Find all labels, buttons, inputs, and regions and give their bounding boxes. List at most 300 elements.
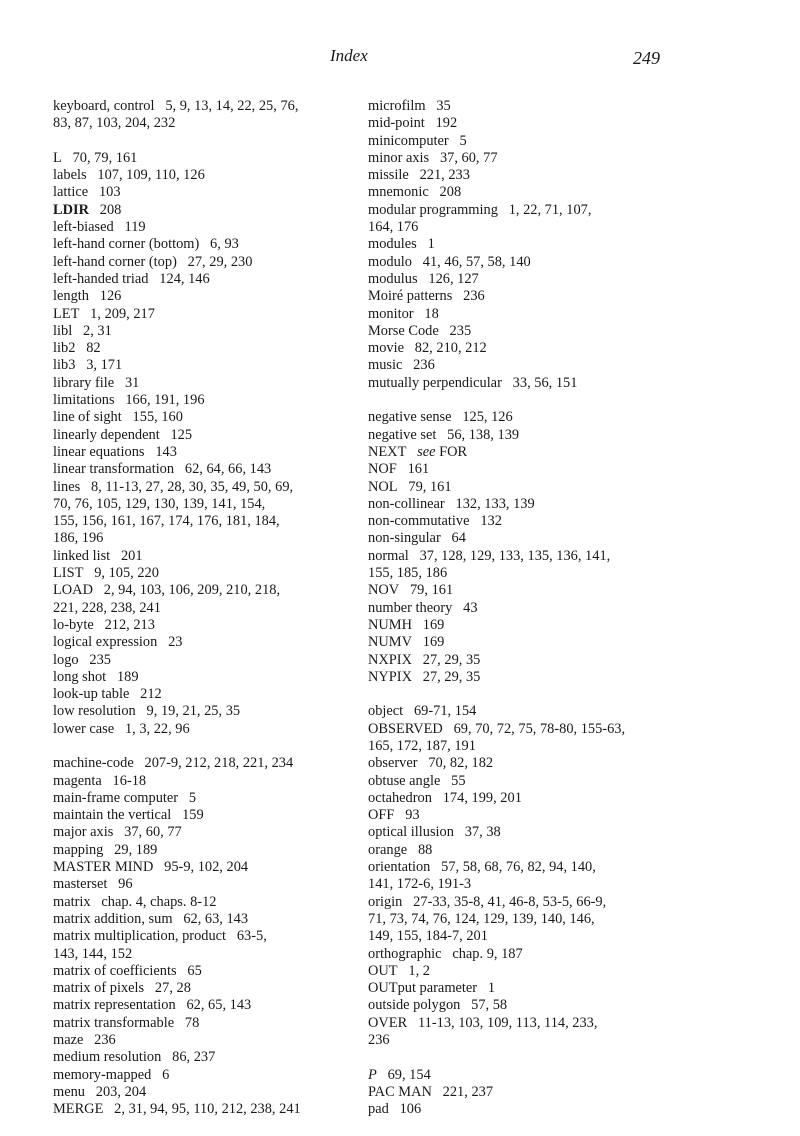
index-entry [53, 980, 353, 997]
index-entry [53, 565, 353, 582]
index-term: modulus [368, 270, 418, 287]
index-page-refs: 1, 22, 71, 107, [508, 201, 592, 218]
index-term: long shot [53, 668, 107, 685]
index-entry [53, 167, 353, 184]
index-entry [53, 548, 353, 565]
index-entry [368, 461, 698, 478]
index-page-refs: 16-18 [112, 772, 147, 789]
index-entry [368, 202, 698, 237]
index-page-refs: 6 [162, 1066, 170, 1083]
index-entry [368, 1084, 698, 1101]
index-term: magenta [53, 772, 102, 789]
index-term: mid-point [368, 115, 425, 132]
index-entry [368, 703, 698, 720]
index-page-refs: 70, 82, 182 [428, 755, 494, 772]
index-entry [53, 824, 353, 841]
index-term: look-up table [53, 686, 130, 703]
index-entry [53, 634, 353, 651]
index-term: obtuse angle [368, 772, 441, 789]
index-entry [368, 323, 698, 340]
index-page-refs: 212, 213 [104, 616, 155, 633]
index-page-refs: 159 [182, 807, 204, 824]
index-entry [368, 98, 698, 115]
index-term: libl [53, 322, 73, 339]
index-term: OUT [368, 962, 398, 979]
index-page-refs: 2, 31, 94, 95, 110, 212, 238, 241 [114, 1101, 301, 1118]
index-page-refs: 96 [118, 876, 133, 893]
index-entry [53, 254, 353, 271]
index-term: masterset [53, 876, 108, 893]
index-entry [53, 1032, 353, 1049]
index-entry [53, 582, 353, 617]
index-entry [368, 513, 698, 530]
index-entry [368, 236, 698, 253]
index-entry [53, 340, 353, 357]
index-page-refs: chap. 9, 187 [452, 945, 523, 962]
index-entry [368, 790, 698, 807]
index-term: origin [368, 893, 403, 910]
index-term: linear transformation [53, 461, 175, 478]
index-page-refs: 236 [94, 1032, 116, 1049]
index-entry [368, 115, 698, 132]
index-term: orange [368, 841, 408, 858]
index-entry [368, 997, 698, 1014]
running-head: Index [330, 46, 368, 65]
index-page-refs: 126 [99, 288, 122, 305]
index-entry [368, 271, 698, 288]
index-page-refs-continued: 71, 73, 74, 76, 124, 129, 139, 140, 146, [368, 910, 595, 927]
index-page-refs-continued: 165, 172, 187, 191 [368, 737, 476, 754]
index-entry [53, 479, 353, 548]
index-term: matrix of pixels [53, 980, 145, 997]
index-entry [368, 375, 698, 392]
index-term: maintain the vertical [53, 807, 172, 824]
index-entry [53, 461, 353, 478]
index-page-refs-continued: 70, 76, 105, 129, 130, 139, 141, 154, [53, 495, 266, 512]
index-term: Morse Code [368, 322, 439, 339]
index-page-refs-continued: 186, 196 [53, 530, 104, 547]
index-entry [53, 807, 353, 824]
index-entry [53, 409, 353, 426]
index-entry [368, 859, 698, 894]
index-page-refs: 132, 133, 139 [455, 495, 535, 512]
index-page-refs: 62, 64, 66, 143 [184, 461, 272, 478]
index-entry [368, 184, 698, 201]
index-page-refs: 69, 154 [387, 1066, 431, 1083]
index-entry [53, 150, 353, 167]
index-entry [53, 202, 353, 219]
index-term: observer [368, 755, 418, 772]
index-page-refs: 57, 58 [471, 997, 508, 1014]
index-term: low resolution [53, 703, 136, 720]
index-page-refs-continued: 155, 156, 161, 167, 174, 176, 181, 184, [53, 513, 280, 530]
index-page-refs: 27, 29, 35 [422, 668, 481, 685]
index-term: OUTput parameter [368, 980, 478, 997]
index-term: lib3 [53, 357, 76, 374]
index-page-refs: 124, 146 [159, 270, 210, 287]
index-term: LIST [53, 565, 84, 582]
index-term: non-collinear [368, 495, 445, 512]
index-page-refs: 2, 94, 103, 106, 209, 210, 218, [103, 582, 281, 599]
index-term: modulo [368, 253, 412, 270]
index-page-refs-continued: 143, 144, 152 [53, 945, 133, 962]
index-term: limitations [53, 392, 115, 409]
index-page-refs: 65 [187, 962, 202, 979]
index-page-refs-continued: 164, 176 [368, 219, 419, 236]
index-page-refs: 69-71, 154 [413, 703, 477, 720]
index-entry [53, 392, 353, 409]
index-page-refs: 126, 127 [428, 270, 479, 287]
index-page-refs: 11-13, 103, 109, 113, 114, 233, [417, 1014, 598, 1031]
index-page-refs: 62, 63, 143 [183, 910, 249, 927]
index-entry [368, 963, 698, 980]
index-entry [368, 548, 698, 583]
index-page-refs: 1, 209, 217 [90, 305, 155, 322]
index-page-refs: 203, 204 [95, 1083, 147, 1100]
index-page-refs: 125 [170, 426, 193, 443]
index-page-refs: 166, 191, 196 [125, 392, 205, 409]
index-page-refs-continued: 141, 172-6, 191-3 [368, 876, 472, 893]
index-page-refs: 69, 70, 72, 75, 78-80, 155-63, [453, 720, 626, 737]
index-entry [53, 911, 353, 928]
index-term: microfilm [368, 98, 426, 114]
index-page-refs-continued: 221, 228, 238, 241 [53, 599, 161, 616]
index-page-refs: chap. 4, chaps. 8-12 [101, 893, 217, 910]
index-page-refs: 107, 109, 110, 126 [97, 167, 205, 184]
index-term: matrix multiplication, product [53, 928, 227, 945]
index-page-refs: 5, 9, 13, 14, 22, 25, 76, [165, 98, 299, 114]
index-entry [53, 98, 353, 133]
index-entry [368, 167, 698, 184]
index-page-refs: 37, 60, 77 [439, 149, 498, 166]
index-term: non-commutative [368, 513, 470, 530]
index-term: NEXT [368, 443, 407, 460]
index-term: length [53, 288, 89, 305]
index-entry [368, 842, 698, 859]
index-term: negative set [368, 426, 437, 443]
index-page-refs: 8, 11-13, 27, 28, 30, 35, 49, 50, 69, [90, 478, 294, 495]
index-entry [368, 634, 698, 651]
index-page-refs: 1, 3, 22, 96 [124, 720, 190, 737]
index-entry [368, 600, 698, 617]
index-term: music [368, 357, 403, 374]
index-page-refs: 27, 29, 230 [187, 253, 253, 270]
index-entry [368, 1067, 698, 1084]
index-term: left-handed triad [53, 270, 149, 287]
index-entry [53, 894, 353, 911]
index-page-refs-continued: 149, 155, 184-7, 201 [368, 928, 488, 945]
index-entry [368, 980, 698, 997]
page-number: 249 [633, 48, 660, 68]
index-entry [53, 652, 353, 669]
index-term: OVER [368, 1014, 408, 1031]
index-term: normal [368, 547, 409, 564]
index-term: orientation [368, 859, 431, 876]
index-term: lines [53, 478, 81, 495]
index-term: LDIR [53, 201, 89, 218]
index-page-refs: 236 [463, 288, 485, 305]
index-term: maze [53, 1032, 84, 1049]
index-term: NOV [368, 582, 400, 599]
index-page-refs: 119 [124, 219, 146, 236]
index-term: pad [368, 1101, 389, 1118]
index-term: lattice [53, 184, 89, 201]
index-term: lib2 [53, 340, 76, 357]
index-entry [53, 1084, 353, 1101]
index-entry [368, 582, 698, 599]
index-term: PAC MAN [368, 1083, 432, 1100]
index-term: lo-byte [53, 616, 94, 633]
index-term: outside polygon [368, 997, 461, 1014]
index-entry [368, 807, 698, 824]
index-page-refs: 201 [120, 547, 143, 564]
index-page-refs: 37, 60, 77 [124, 824, 182, 841]
index-page-refs: 3, 171 [86, 357, 123, 374]
index-term: monitor [368, 305, 414, 322]
index-page-refs: 70, 79, 161 [72, 149, 138, 166]
page-header [0, 46, 800, 74]
index-term: line of sight [53, 409, 122, 426]
index-entry [53, 790, 353, 807]
index-entry [53, 686, 353, 703]
index-page-refs: 79, 161 [408, 478, 452, 495]
index-group-gap [368, 392, 698, 409]
index-entry [53, 375, 353, 392]
index-term: MASTER MIND [53, 859, 154, 876]
index-entry [53, 1049, 353, 1066]
index-page-refs: 57, 58, 68, 76, 82, 94, 140, [441, 859, 596, 876]
index-page-refs: 9, 105, 220 [94, 565, 159, 582]
index-term: logo [53, 651, 79, 668]
index-page-refs: 208 [99, 201, 122, 218]
index-page-refs: 143 [155, 443, 177, 460]
index-entry [368, 306, 698, 323]
index-entry [368, 254, 698, 271]
index-term: optical illusion [368, 824, 454, 841]
index-entry [368, 479, 698, 496]
index-term: main-frame computer [53, 789, 179, 806]
index-term: modular programming [368, 201, 498, 218]
index-page-refs: see FOR [417, 443, 468, 460]
index-page-refs-continued: 155, 185, 186 [368, 565, 448, 582]
index-page-refs: 221, 233 [419, 167, 470, 184]
index-entry [368, 1101, 698, 1118]
index-term: medium resolution [53, 1049, 162, 1066]
index-page-refs: 155, 160 [132, 409, 183, 426]
index-entry [368, 755, 698, 772]
index-term: matrix addition, sum [53, 910, 173, 927]
index-term: NUMH [368, 616, 412, 633]
index-term: keyboard, control [53, 98, 155, 114]
index-term: matrix [53, 893, 91, 910]
index-page-refs: 82 [86, 340, 101, 357]
index-page-refs: 62, 65, 143 [186, 997, 252, 1014]
index-term: Moiré patterns [368, 288, 453, 305]
index-page-refs: 56, 138, 139 [447, 426, 520, 443]
index-entry [368, 133, 698, 150]
index-page-refs: 79, 161 [409, 582, 454, 599]
index-column-left [53, 98, 353, 1119]
index-group-gap [368, 686, 698, 703]
index-entry [53, 288, 353, 305]
index-page-refs: 23 [168, 634, 183, 651]
index-entry [368, 652, 698, 669]
index-entry [53, 617, 353, 634]
index-term: OBSERVED [368, 720, 443, 737]
index-entry [53, 306, 353, 323]
index-page-refs: 221, 237 [442, 1083, 494, 1100]
index-term: number theory [368, 599, 453, 616]
index-entry [368, 288, 698, 305]
index-term: NOL [368, 478, 398, 495]
index-page-refs: 169 [422, 634, 445, 651]
index-page-refs: 106 [399, 1101, 422, 1118]
index-entry [53, 842, 353, 859]
index-page-refs: 236 [413, 357, 435, 374]
index-page-refs: 174, 199, 201 [442, 789, 522, 806]
index-entry [368, 894, 698, 946]
index-entry [368, 1015, 698, 1050]
index-term: MERGE [53, 1101, 104, 1118]
index-entry [368, 946, 698, 963]
index-entry [368, 357, 698, 374]
index-group-gap [368, 1049, 698, 1066]
index-page-refs: 161 [407, 461, 430, 478]
index-entry [53, 184, 353, 201]
index-page-refs: 5 [459, 132, 467, 149]
index-entry [53, 963, 353, 980]
index-term: labels [53, 167, 87, 184]
index-term: lower case [53, 720, 115, 737]
index-term: minor axis [368, 149, 430, 166]
index-entry [368, 824, 698, 841]
index-term: memory-mapped [53, 1066, 152, 1083]
index-term: mutually perpendicular [368, 374, 502, 391]
index-entry [53, 323, 353, 340]
index-term: octahedron [368, 789, 432, 806]
index-entry [53, 859, 353, 876]
index-page-refs: 208 [439, 184, 462, 201]
index-entry [53, 1015, 353, 1032]
index-entry [53, 444, 353, 461]
index-page-refs: 212 [140, 686, 162, 703]
index-page-refs: 35 [436, 98, 451, 114]
index-page-refs: 86, 237 [172, 1049, 216, 1066]
index-page-refs-continued: 236 [368, 1032, 390, 1049]
index-entry [368, 669, 698, 686]
index-term: left-hand corner (bottom) [53, 236, 200, 253]
index-term: OFF [368, 807, 395, 824]
index-column-right [368, 98, 698, 1119]
index-entry [368, 444, 698, 461]
index-page-refs: 29, 189 [114, 841, 158, 858]
index-entry [53, 236, 353, 253]
index-page-refs: 235 [89, 651, 111, 668]
index-term: left-hand corner (top) [53, 253, 177, 270]
index-term: negative sense [368, 409, 452, 426]
index-entry [368, 721, 698, 756]
index-page-refs: 132 [480, 513, 502, 530]
index-entry [53, 773, 353, 790]
index-page-refs: 5 [188, 789, 197, 806]
index-page-refs: 37, 128, 129, 133, 135, 136, 141, [419, 547, 611, 564]
index-entry [53, 928, 353, 963]
index-entry [53, 357, 353, 374]
index-term: LOAD [53, 582, 93, 599]
index-term: linear equations [53, 443, 145, 460]
index-entry [53, 271, 353, 288]
index-entry [53, 721, 353, 738]
index-term: linked list [53, 547, 111, 564]
index-page-refs: 27-33, 35-8, 41, 46-8, 53-5, 66-9, [413, 893, 607, 910]
index-term: missile [368, 167, 409, 184]
index-page-refs: 31 [124, 374, 140, 391]
index-page-refs: 27, 29, 35 [422, 651, 481, 668]
index-page-refs: 18 [424, 305, 439, 322]
index-page-refs: 82, 210, 212 [414, 340, 487, 357]
index-page-refs: 78 [184, 1014, 200, 1031]
index-page-refs: 63-5, [236, 928, 267, 945]
index-page-refs: 1, 2 [408, 962, 430, 979]
index-entry [53, 1101, 353, 1118]
index-entry [368, 340, 698, 357]
index-entry [53, 876, 353, 893]
index-term: movie [368, 340, 404, 357]
index-term: NOF [368, 461, 397, 478]
index-term: menu [53, 1083, 85, 1100]
index-page-refs: 9, 19, 21, 25, 35 [146, 703, 241, 720]
index-term: object [368, 703, 404, 720]
index-entry [368, 773, 698, 790]
index-page-refs: 43 [463, 599, 478, 616]
index-page-refs: 125, 126 [462, 409, 513, 426]
index-page-refs: 189 [116, 668, 139, 685]
index-term: left-biased [53, 219, 114, 236]
index-term: matrix transformable [53, 1014, 175, 1031]
index-group-gap [53, 133, 353, 150]
index-page-refs: 55 [451, 772, 466, 789]
index-term: NUMV [368, 634, 412, 651]
index-term: logical expression [53, 634, 158, 651]
index-entry [368, 496, 698, 513]
index-entry [368, 150, 698, 167]
index-page-refs: 95-9, 102, 204 [164, 859, 249, 876]
index-term: LET [53, 305, 80, 322]
index-page-refs: 192 [435, 115, 458, 132]
index-term: orthographic [368, 945, 442, 962]
index-term: minicomputer [368, 132, 449, 149]
index-page-refs: 64 [451, 530, 466, 547]
index-page-refs: 169 [422, 616, 445, 633]
index-entry [53, 703, 353, 720]
index-page-refs: 33, 56, 151 [512, 374, 578, 391]
index-term: library file [53, 374, 115, 391]
index-entry [53, 997, 353, 1014]
index-entry [368, 427, 698, 444]
index-term: NYPIX [368, 668, 412, 685]
index-term: P [368, 1066, 377, 1083]
index-page-refs: 6, 93 [210, 236, 239, 253]
index-term: major axis [53, 824, 114, 841]
index-entry [368, 530, 698, 547]
index-page-refs: 1 [487, 980, 496, 997]
index-entry [53, 427, 353, 444]
index-term: mnemonic [368, 184, 429, 201]
index-page-refs: 207-9, 212, 218, 221, 234 [144, 755, 294, 772]
index-page-refs-continued: 83, 87, 103, 204, 232 [53, 115, 176, 132]
index-page-refs: 103 [98, 184, 121, 201]
index-term: NXPIX [368, 651, 412, 668]
